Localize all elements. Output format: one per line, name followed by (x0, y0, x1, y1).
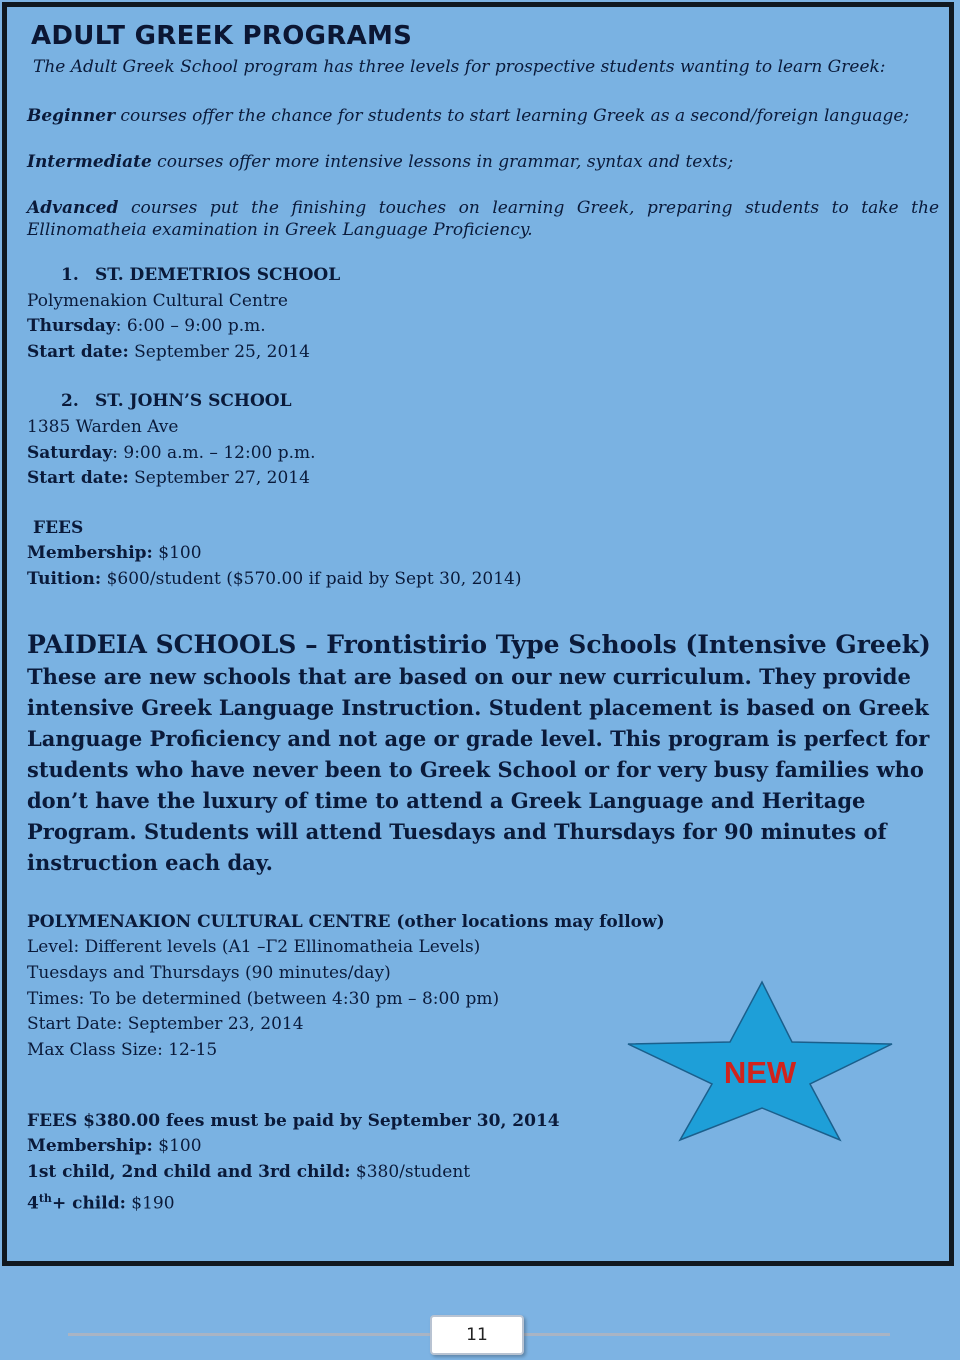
school-start-value: September 25, 2014 (128, 341, 310, 362)
school-st-john (27, 389, 939, 491)
school-name: ST. JOHN’S SCHOOL (94, 391, 292, 412)
polymenakion-line: Level: Different levels (A1 –Γ2 Ellinomatheia Levels) (27, 937, 481, 958)
school-day-value: : 9:00 a.m. – 12:00 p.m. (112, 442, 316, 463)
new-star-badge (624, 980, 896, 1146)
school-heading (27, 389, 939, 415)
adult-programs-title: ADULT GREEK PROGRAMS (31, 21, 413, 51)
paideia-fourth-child (27, 1186, 939, 1217)
school-day (27, 314, 939, 340)
level-advanced (27, 197, 939, 241)
adult-tuition-value: $600/student ($570.00 if paid by Sept 30, 2014) (101, 568, 522, 589)
polymenakion-title-text: POLYMENAKION CULTURAL CENTRE (other locations may follow) (27, 911, 665, 932)
fourth-child-value: $190 (125, 1193, 175, 1214)
paideia-membership-value: $100 (152, 1136, 202, 1157)
polymenakion-line: Times: To be determined (between 4:30 pm – 8:00 pm) (27, 988, 500, 1009)
school-day-value: : 6:00 – 9:00 p.m. (115, 316, 266, 337)
school-st-demetrios (27, 263, 939, 365)
school-start (27, 340, 939, 366)
level-intermediate-text: courses offer more intensive lessons in grammar, syntax and texts; (151, 152, 734, 172)
level-advanced-text: courses put the finishing touches on learning Greek, preparing students to take the Ellinomatheia examination in Greek Language Proficiency. (27, 198, 939, 240)
school-day-label: Thursday (27, 316, 116, 337)
paideia-children-label: 1st child, 2nd child and 3rd child: (27, 1162, 351, 1183)
paideia-title: PAIDEIA SCHOOLS – Frontistirio Type Schools (Intensive Greek) (27, 629, 931, 659)
school-start-value: September 27, 2014 (128, 468, 310, 489)
adult-membership (27, 541, 939, 567)
adult-tuition (27, 567, 939, 593)
paideia-fees-title-text: FEES $380.00 fees must be paid by September 30, 2014 (27, 1110, 560, 1131)
school-start-label: Start date: (27, 341, 129, 362)
school-day (27, 441, 939, 467)
school-location: Polymenakion Cultural Centre (27, 290, 288, 311)
footer-rule-left (68, 1333, 432, 1336)
school-name: ST. DEMETRIOS SCHOOL (94, 265, 341, 285)
adult-tuition-label: Tuition: (27, 568, 102, 589)
new-badge-text: NEW (723, 1055, 797, 1090)
paideia-children (27, 1160, 939, 1186)
school-number: 2. (61, 391, 79, 412)
polymenakion-line: Tuesdays and Thursdays (90 minutes/day) (27, 962, 391, 983)
fourth-child-num: 4 (27, 1193, 39, 1214)
fourth-child-sup: th (38, 1191, 52, 1205)
school-start-label: Start date: (27, 468, 129, 489)
level-intermediate-name: Intermediate (27, 152, 152, 172)
adult-fees (27, 516, 939, 593)
school-day-label: Saturday (27, 442, 113, 463)
footer-rule-right (524, 1333, 890, 1336)
school-location: 1385 Warden Ave (27, 416, 179, 437)
polymenakion-title (27, 910, 939, 936)
polymenakion-line: Start Date: September 23, 2014 (27, 1014, 304, 1035)
paideia-membership-label: Membership: (27, 1136, 153, 1157)
level-beginner-text: courses offer the chance for students to start learning Greek as a second/foreign language; (115, 106, 910, 126)
school-start (27, 466, 939, 492)
page-number: 11 (430, 1315, 524, 1355)
level-beginner (27, 105, 939, 127)
level-beginner-name: Beginner (27, 106, 116, 126)
adult-fees-title: FEES (33, 517, 84, 538)
fourth-child-label: + child: (51, 1193, 126, 1214)
level-advanced-name: Advanced (27, 198, 119, 218)
paideia-children-value: $380/student (350, 1162, 471, 1183)
school-number: 1. (61, 265, 79, 285)
adult-programs-intro: The Adult Greek School program has three levels for prospective students wanting to learn Greek: (33, 57, 886, 77)
adult-membership-label: Membership: (27, 543, 153, 564)
paideia-body: These are new schools that are based on our new curriculum. They provide intensive Greek Language Instruction. Student placement is based on Greek Language Proficiency and not age or grade level. This program is perfect for students who have never been to Greek School or for very busy families who don’t have the luxury of time to attend a Greek Language and Heritage Program. Students will attend Tuesdays and Thursdays for 90 minutes of instruction each day. (27, 663, 930, 875)
polymenakion-line: Max Class Size: 12-15 (27, 1040, 218, 1061)
adult-membership-value: $100 (152, 543, 202, 564)
level-intermediate (27, 151, 939, 173)
school-heading (27, 263, 939, 289)
